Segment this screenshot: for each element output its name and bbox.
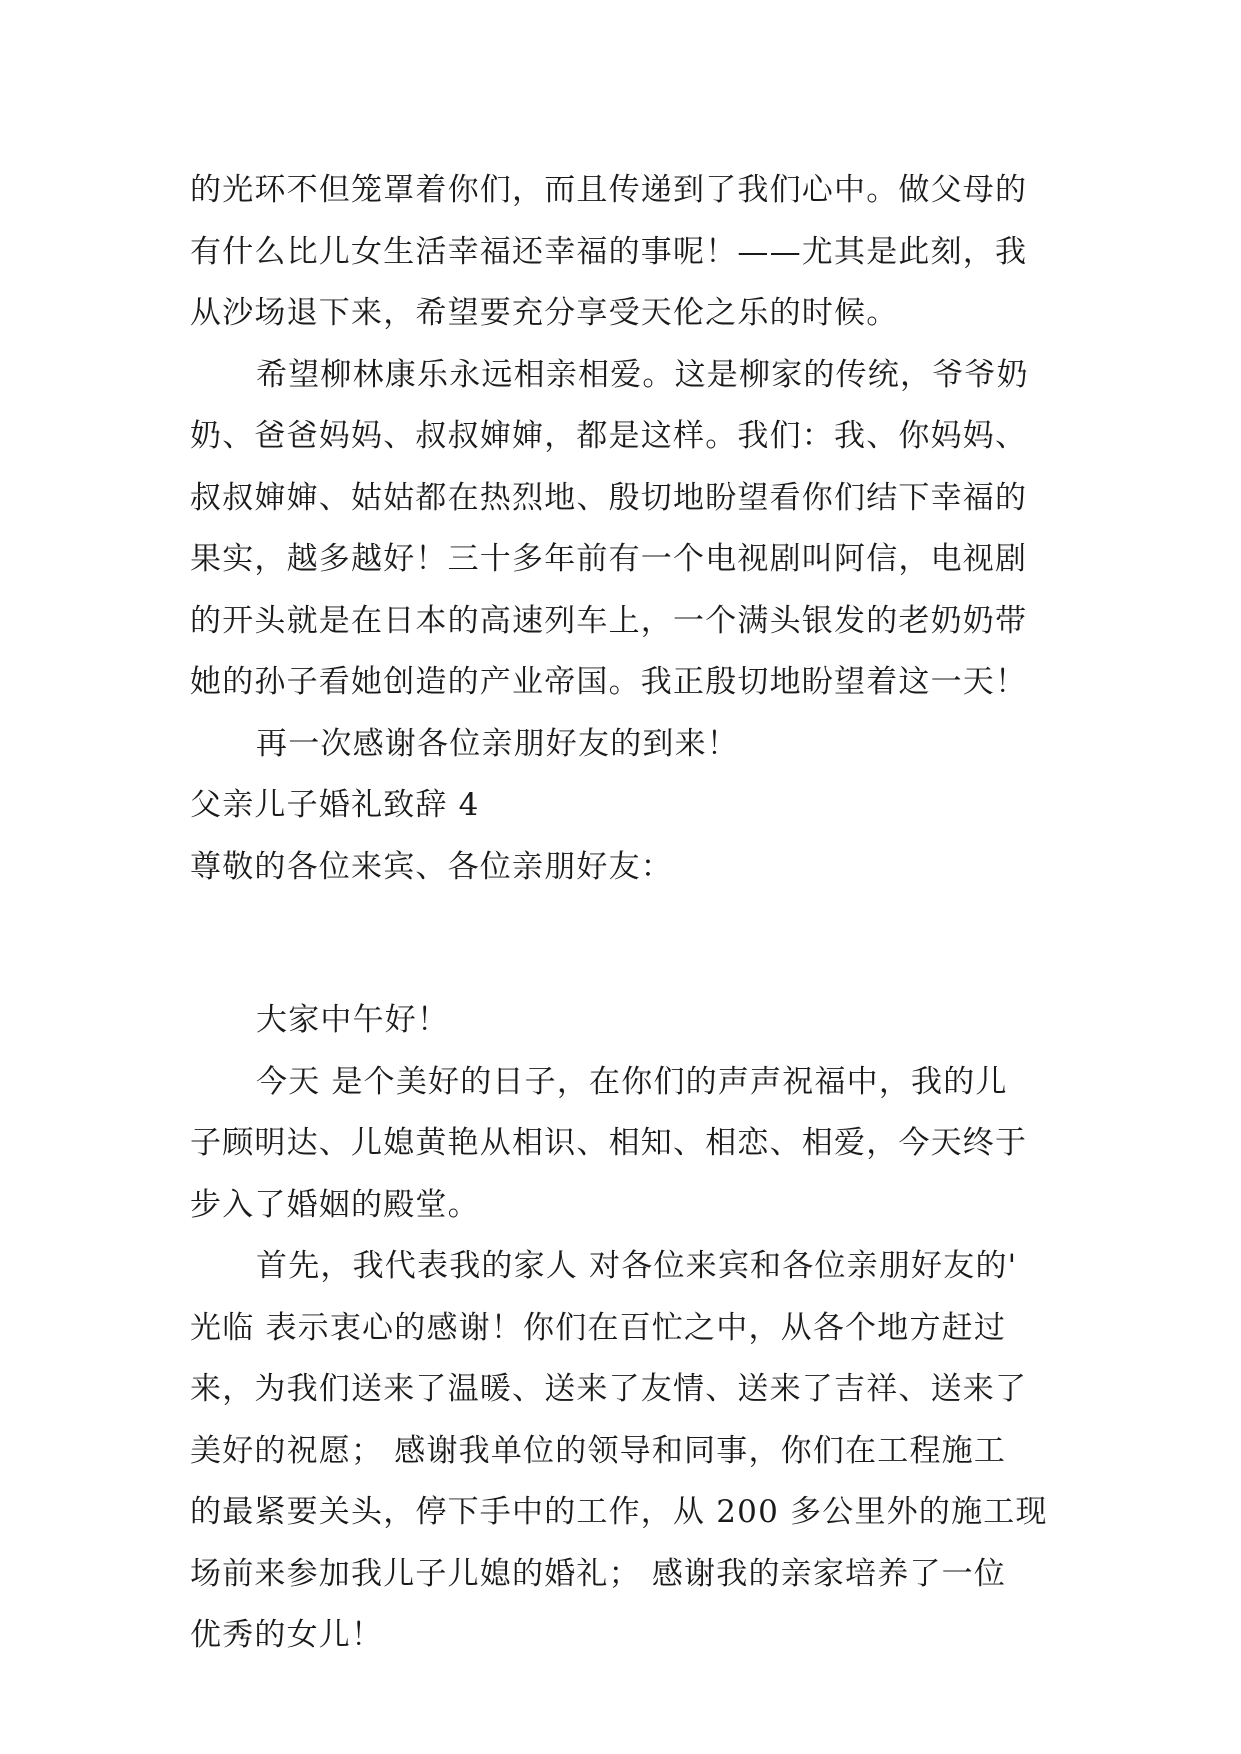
text-line: 来，为我们送来了温暖、送来了友情、送来了吉祥、送来了 xyxy=(190,1371,1028,1407)
greeting-line: 大家中午好！ xyxy=(256,1002,450,1038)
text-line: 光临 表示衷心的感谢！你们在百忙之中，从各个地方赶过 xyxy=(190,1309,1007,1346)
text-line: 优秀的女儿！ xyxy=(190,1617,384,1653)
text-line: 的光环不但笼罩着你们，而且传递到了我们心中。做父母的 xyxy=(190,172,1028,208)
text-line: 奶、爸爸妈妈、叔叔婶婶，都是这样。我们：我、你妈妈、 xyxy=(190,418,1028,454)
paragraph-start-line: 希望柳林康乐永远相亲相爱。这是柳家的传统，爷爷奶 xyxy=(256,356,1029,393)
paragraph-start-line: 再一次感谢各位亲朋好友的到来！ xyxy=(256,725,739,762)
text-line: 的开头就是在日本的高速列车上，一个满头银发的老奶奶带 xyxy=(190,602,1028,639)
blank-gap xyxy=(190,898,1060,990)
text-line: 从沙场退下来，希望要充分享受天伦之乐的时候。 xyxy=(190,295,899,331)
document-body xyxy=(190,160,1060,1667)
text-line: 有什么比儿女生活幸福还幸福的事呢！——尤其是此刻，我 xyxy=(190,233,1028,270)
paragraph-start-line: 首先，我代表我的家人 对各位来宾和各位亲朋好友的' xyxy=(256,1248,1018,1284)
text-line: 场前来参加我儿子儿媳的婚礼； 感谢我的亲家培养了一位 xyxy=(190,1555,1007,1592)
section-heading: 父亲儿子婚礼致辞 4 xyxy=(190,787,480,823)
text-line: 她的孙子看她创造的产业帝国。我正殷切地盼望着这一天！ xyxy=(190,664,1028,700)
text-line: 步入了婚姻的殿堂。 xyxy=(190,1186,480,1223)
text-line: 叔叔婶婶、姑姑都在热烈地、殷切地盼望看你们结下幸福的 xyxy=(190,479,1028,516)
text-line: 子顾明达、儿媳黄艳从相识、相知、相恋、相爱，今天终于 xyxy=(190,1125,1028,1161)
text-line: 果实，越多越好！三十多年前有一个电视剧叫阿信，电视剧 xyxy=(190,541,1028,577)
text-line: 的最紧要关头，停下手中的工作，从 200 多公里外的施工现 xyxy=(190,1494,1048,1530)
paragraph-start-line: 今天 是个美好的日子，在你们的声声祝福中，我的儿 xyxy=(256,1063,1008,1100)
text-line: 美好的祝愿； 感谢我单位的领导和同事，你们在工程施工 xyxy=(190,1432,1007,1469)
salutation-line: 尊敬的各位来宾、各位亲朋好友： xyxy=(190,848,673,885)
